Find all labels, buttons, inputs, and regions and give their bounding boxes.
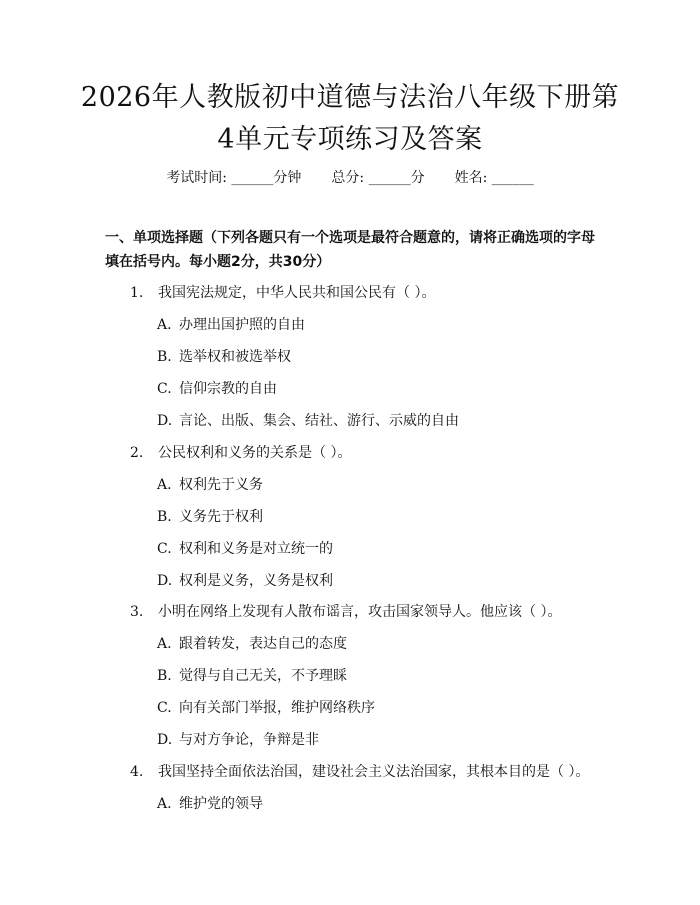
question-2 xyxy=(130,442,351,464)
question-2-option-d xyxy=(157,570,333,592)
option-text: 觉得与自己无关，不予理睬 xyxy=(179,668,347,684)
option-letter: D. xyxy=(157,573,173,589)
option-letter: C. xyxy=(157,541,172,557)
option-letter: A. xyxy=(157,477,172,493)
question-4 xyxy=(130,761,589,783)
exam-time-field: 考试时间: ______分钟 xyxy=(166,170,302,186)
question-text: 小明在网络上发现有人散布谣言，攻击国家领导人。他应该（ ）。 xyxy=(158,604,562,620)
option-letter: D. xyxy=(157,732,173,748)
question-number: 4. xyxy=(130,764,144,780)
option-text: 权利先于义务 xyxy=(179,477,263,493)
option-text: 办理出国护照的自由 xyxy=(179,317,305,333)
question-number: 3. xyxy=(130,604,144,620)
option-letter: A. xyxy=(157,796,172,812)
question-3-option-a xyxy=(157,633,347,655)
option-text: 向有关部门举报，维护网络秩序 xyxy=(179,700,375,716)
question-1-option-b xyxy=(157,346,291,368)
option-text: 权利和义务是对立统一的 xyxy=(179,541,333,557)
question-3 xyxy=(130,601,561,623)
option-letter: B. xyxy=(157,349,172,365)
question-number: 2. xyxy=(130,445,144,461)
option-letter: C. xyxy=(157,381,172,397)
question-4-option-a xyxy=(157,793,263,815)
page-title-line-2: 4单元专项练习及答案 xyxy=(217,124,483,155)
option-text: 与对方争论，争辩是非 xyxy=(179,732,319,748)
question-3-option-d xyxy=(157,729,319,751)
student-name-field: 姓名: ______ xyxy=(454,170,534,186)
exam-info xyxy=(0,168,700,188)
option-text: 跟着转发，表达自己的态度 xyxy=(179,636,347,652)
option-letter: B. xyxy=(157,509,172,525)
option-text: 权利是义务，义务是权利 xyxy=(179,573,333,589)
option-text: 信仰宗教的自由 xyxy=(179,381,277,397)
question-2-option-a xyxy=(157,474,263,496)
question-text: 我国坚持全面依法治国，建设社会主义法治国家，其根本目的是（ ）。 xyxy=(158,764,590,780)
option-text: 义务先于权利 xyxy=(179,509,263,525)
question-2-option-b xyxy=(157,506,263,528)
question-1-option-a xyxy=(157,314,305,336)
section-heading: 一、单项选择题（下列各题只有一个选项是最符合题意的，请将正确选项的字母填在括号内。每小题2分，共30分） xyxy=(105,230,595,270)
question-3-option-c xyxy=(157,697,375,719)
option-letter: A. xyxy=(157,317,172,333)
question-text: 公民权利和义务的关系是（ ）。 xyxy=(158,445,352,461)
option-text: 言论、出版、集会、结社、游行、示威的自由 xyxy=(179,413,459,429)
question-number: 1. xyxy=(130,285,144,301)
option-letter: C. xyxy=(157,700,172,716)
option-letter: A. xyxy=(157,636,172,652)
question-3-option-b xyxy=(157,665,347,687)
question-2-option-c xyxy=(157,538,333,560)
question-1-option-d xyxy=(157,410,459,432)
total-score-field: 总分: ______分 xyxy=(331,170,425,186)
option-text: 维护党的领导 xyxy=(179,796,263,812)
page-title-line-1: 2026年人教版初中道德与法治八年级下册第 xyxy=(80,82,620,113)
question-1-option-c xyxy=(157,378,277,400)
option-text: 选举权和被选举权 xyxy=(179,349,291,365)
option-letter: B. xyxy=(157,668,172,684)
question-text: 我国宪法规定，中华人民共和国公民有（ ）。 xyxy=(158,285,436,301)
option-letter: D. xyxy=(157,413,173,429)
question-1 xyxy=(130,282,435,304)
